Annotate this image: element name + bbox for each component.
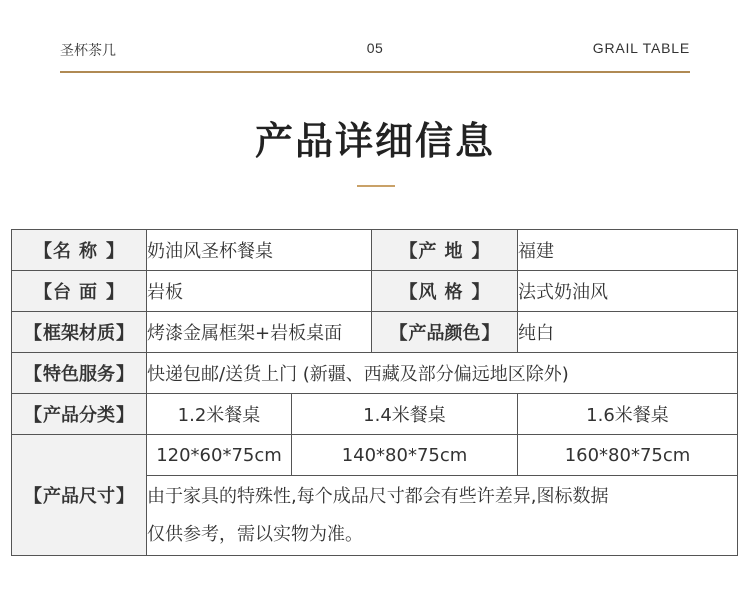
label-name: 【名称】 — [12, 230, 147, 271]
value-origin: 福建 — [518, 230, 738, 271]
size-120: 120*60*75cm — [147, 435, 292, 476]
label-material: 【框架材质】 — [12, 312, 147, 353]
header-divider — [60, 71, 690, 73]
row-name — [12, 230, 738, 271]
category-1-2m: 1.2米餐桌 — [147, 394, 292, 435]
label-origin: 【产地】 — [372, 230, 518, 271]
size-160: 160*80*75cm — [518, 435, 738, 476]
category-1-6m: 1.6米餐桌 — [518, 394, 738, 435]
size-disclaimer — [147, 476, 738, 556]
header-english-name: GRAIL TABLE — [592, 40, 690, 56]
value-service: 快递包邮/送货上门 (新疆、西藏及部分偏远地区除外) — [147, 353, 738, 394]
label-style: 【风格】 — [372, 271, 518, 312]
row-service — [12, 353, 738, 394]
value-color: 纯白 — [518, 312, 738, 353]
label-color: 【产品颜色】 — [372, 312, 518, 353]
row-size — [12, 435, 738, 476]
size-140: 140*80*75cm — [292, 435, 518, 476]
value-name: 奶油风圣杯餐桌 — [147, 230, 372, 271]
value-material: 烤漆金属框架+岩板桌面 — [147, 312, 372, 353]
label-service: 【特色服务】 — [12, 353, 147, 394]
size-disclaimer-line-2: 仅供参考，需以实物为准。 — [147, 523, 363, 545]
value-style: 法式奶油风 — [518, 271, 738, 312]
label-top: 【台面】 — [12, 271, 147, 312]
spec-table — [11, 229, 738, 556]
label-category: 【产品分类】 — [12, 394, 147, 435]
category-1-4m: 1.4米餐桌 — [292, 394, 518, 435]
row-category — [12, 394, 738, 435]
label-size: 【产品尺寸】 — [12, 435, 147, 556]
title-underline — [357, 185, 395, 187]
header-product-name: 圣杯茶几 — [60, 43, 116, 59]
size-disclaimer-line-1: 由于家具的特殊性,每个成品尺寸都会有些许差异,图标数据 — [147, 485, 609, 507]
page-title: 产品详细信息 — [254, 119, 495, 163]
page-number: 05 — [366, 40, 384, 56]
row-material — [12, 312, 738, 353]
row-top — [12, 271, 738, 312]
value-top: 岩板 — [147, 271, 372, 312]
